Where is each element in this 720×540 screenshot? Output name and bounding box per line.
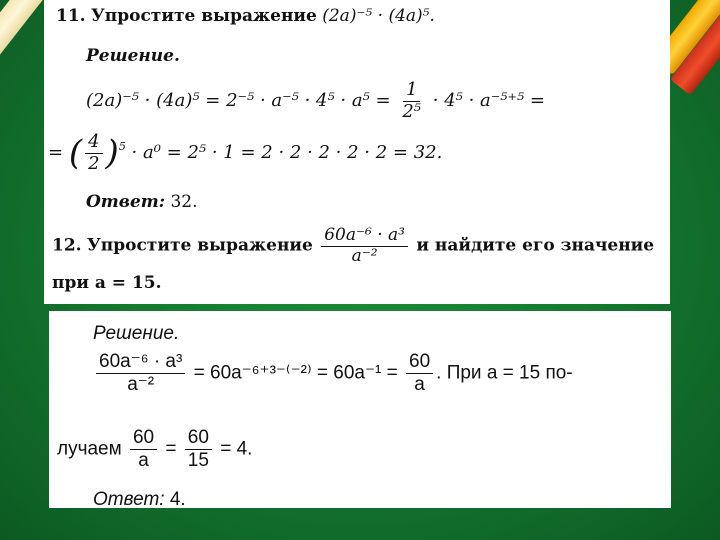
- problem11-statement: Упростите выражение: [90, 6, 317, 26]
- problem11-heading: [56, 6, 435, 26]
- problem11-answer: [86, 192, 198, 212]
- problem12-fraction: $\frac{\text{60a⁻⁶ · a³}}{\text{a⁻²}}$: [321, 226, 408, 266]
- problem12-statement-tail: и найдите его значение: [416, 235, 655, 256]
- problem11-step2-rhs: · a⁰ = 2⁵ · 1 = 2 · 2 · 2 · 2 · 2 = 32.: [131, 142, 443, 164]
- problem11-solution-label: Решение.: [86, 46, 180, 66]
- problem-card-bottom: [49, 311, 671, 508]
- problem11-expression: (2a)⁻⁵ · (4a)⁵.: [322, 6, 435, 26]
- problem-card-top: [44, 0, 670, 304]
- problem12-solution-fraction2: $\frac{60}{a}$: [406, 351, 433, 396]
- problem12-condition: при a = 15.: [52, 273, 162, 293]
- problem12-solution-fraction: $\frac{\text{60a⁻⁶ · a³}}{\text{a⁻²}}$: [96, 351, 185, 396]
- problem12-solution-tail: . При a = 15 по-: [436, 362, 573, 384]
- problem11-answer-label: Ответ:: [86, 192, 166, 212]
- problem12-number: 12.: [52, 235, 82, 256]
- problem12-solution-label: Решение.: [93, 323, 180, 344]
- problem12-step2-fraction1: $\frac{60}{a}$: [130, 427, 157, 472]
- problem12-step2-fraction2: $\frac{60}{15}$: [185, 427, 212, 472]
- problem11-step2-fraction: $\frac{4}{2}$: [85, 132, 102, 174]
- problem12-solution-mid: = 60a⁻⁶⁺³⁻⁽⁻²⁾ = 60a⁻¹ =: [193, 362, 398, 384]
- problem12-answer-label: Ответ:: [93, 489, 165, 510]
- problem11-step2: = ( $\frac{4}{2}$ )$^5$ · a⁰ = 2⁵ · 1 = 2 · 2 · 2 · 2 · 2 = 32.: [48, 131, 443, 174]
- problem11-answer-value: 32.: [170, 192, 198, 212]
- problem11-step1: [86, 80, 545, 122]
- problem11-number: 11.: [56, 6, 86, 26]
- problem12-heading: [52, 226, 654, 266]
- problem11-step1-lhs: (2a)⁻⁵ · (4a)⁵ = 2⁻⁵ · a⁻⁵ · 4⁵ · a⁵ =: [86, 90, 391, 112]
- problem11-step1-rhs: · 4⁵ · a⁻⁵⁺⁵ =: [432, 90, 546, 112]
- problem11-step1-fraction: $\frac{1}{\text{2⁵}}$: [402, 79, 422, 122]
- problem12-answer-value: 4.: [169, 489, 186, 510]
- problem12-statement: Упростите выражение: [86, 235, 313, 256]
- problem12-solution-step2: лучаем $\frac{60}{a}$ = $\frac{60}{15}$ = 4.: [57, 427, 253, 471]
- problem12-answer: [93, 489, 186, 511]
- problem12-solution-step1: [93, 351, 573, 396]
